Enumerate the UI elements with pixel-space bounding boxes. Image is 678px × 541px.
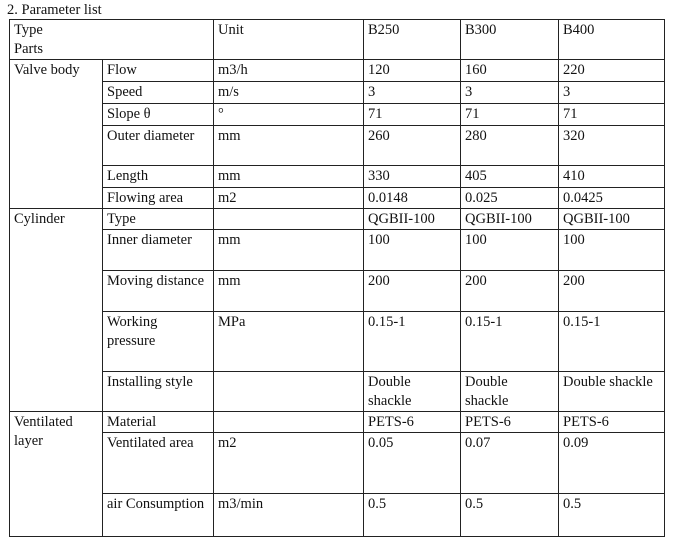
- value-cell-b300: 0.07: [461, 433, 559, 494]
- model-header-b400: B400: [559, 20, 665, 60]
- value-cell-b250: 71: [364, 104, 461, 126]
- value-cell-b400: 0.0425: [559, 188, 665, 209]
- value-cell-b250: Double shackle: [364, 372, 461, 412]
- unit-cell: m2: [214, 188, 364, 209]
- parameter-name-cell: Flowing area: [103, 188, 214, 209]
- section-title: 2. Parameter list: [7, 2, 102, 18]
- value-cell-b300: 280: [461, 126, 559, 166]
- parameter-name-cell: Inner diameter: [103, 230, 214, 271]
- value-cell-b300: QGBII-100: [461, 209, 559, 230]
- table-row: [10, 188, 665, 209]
- value-cell-b300: 160: [461, 60, 559, 82]
- value-cell-b400: PETS-6: [559, 412, 665, 433]
- value-cell-b250: 260: [364, 126, 461, 166]
- value-cell-b400: 0.09: [559, 433, 665, 494]
- value-cell-b300: PETS-6: [461, 412, 559, 433]
- unit-cell: MPa: [214, 312, 364, 372]
- value-cell-b250: 0.05: [364, 433, 461, 494]
- value-cell-b250: PETS-6: [364, 412, 461, 433]
- unit-cell: m2: [214, 433, 364, 494]
- unit-cell: mm: [214, 166, 364, 188]
- parameter-name-cell: air Consumption: [103, 494, 214, 537]
- value-cell-b400: 200: [559, 271, 665, 312]
- table-row: [10, 494, 665, 537]
- value-cell-b250: 120: [364, 60, 461, 82]
- value-cell-b250: 3: [364, 82, 461, 104]
- table-header-row: [10, 20, 665, 60]
- parameter-name-cell: Ventilated area: [103, 433, 214, 494]
- value-cell-b400: 320: [559, 126, 665, 166]
- table-row: [10, 271, 665, 312]
- unit-cell: [214, 209, 364, 230]
- table-row: [10, 230, 665, 271]
- parameter-name-cell: Working pressure: [103, 312, 214, 372]
- value-cell-b250: 0.0148: [364, 188, 461, 209]
- table-row: [10, 126, 665, 166]
- parameter-name-cell: Flow: [103, 60, 214, 82]
- value-cell-b400: 0.15-1: [559, 312, 665, 372]
- table-row: [10, 166, 665, 188]
- parts-header-label: Parts: [14, 41, 43, 57]
- value-cell-b300: 3: [461, 82, 559, 104]
- value-cell-b400: 100: [559, 230, 665, 271]
- unit-cell: m3/h: [214, 60, 364, 82]
- value-cell-b250: 100: [364, 230, 461, 271]
- value-cell-b250: 200: [364, 271, 461, 312]
- value-cell-b400: 410: [559, 166, 665, 188]
- table-row: [10, 372, 665, 412]
- value-cell-b300: 0.5: [461, 494, 559, 537]
- group-name-cell: Cylinder: [10, 209, 103, 412]
- value-cell-b250: 0.15-1: [364, 312, 461, 372]
- parameter-name-cell: Moving distance: [103, 271, 214, 312]
- value-cell-b250: 330: [364, 166, 461, 188]
- value-cell-b300: 0.025: [461, 188, 559, 209]
- value-cell-b300: 405: [461, 166, 559, 188]
- value-cell-b250: 0.5: [364, 494, 461, 537]
- parameter-name-cell: Outer diameter: [103, 126, 214, 166]
- table-row: [10, 104, 665, 126]
- parameter-name-cell: Length: [103, 166, 214, 188]
- unit-cell: °: [214, 104, 364, 126]
- unit-cell: mm: [214, 271, 364, 312]
- parameter-name-cell: Material: [103, 412, 214, 433]
- value-cell-b400: 0.5: [559, 494, 665, 537]
- type-header-label: Type: [14, 22, 43, 38]
- value-cell-b250: QGBII-100: [364, 209, 461, 230]
- unit-cell: [214, 412, 364, 433]
- value-cell-b300: 71: [461, 104, 559, 126]
- value-cell-b300: 0.15-1: [461, 312, 559, 372]
- parameter-name-cell: Speed: [103, 82, 214, 104]
- group-name-cell: Ventilated layer: [10, 412, 103, 537]
- table-row: [10, 312, 665, 372]
- value-cell-b400: QGBII-100: [559, 209, 665, 230]
- table-row: [10, 433, 665, 494]
- value-cell-b400: Double shackle: [559, 372, 665, 412]
- unit-cell: m/s: [214, 82, 364, 104]
- parameter-name-cell: Installing style: [103, 372, 214, 412]
- table-row: [10, 412, 665, 433]
- parameter-name-cell: Type: [103, 209, 214, 230]
- parameter-table-body: [10, 20, 665, 537]
- unit-cell: m3/min: [214, 494, 364, 537]
- unit-cell: mm: [214, 126, 364, 166]
- unit-header: Unit: [214, 20, 364, 60]
- value-cell-b400: 71: [559, 104, 665, 126]
- unit-cell: [214, 372, 364, 412]
- value-cell-b300: 100: [461, 230, 559, 271]
- value-cell-b300: 200: [461, 271, 559, 312]
- value-cell-b400: 220: [559, 60, 665, 82]
- group-name-cell: Valve body: [10, 60, 103, 209]
- unit-cell: mm: [214, 230, 364, 271]
- parameter-name-cell: Slope θ: [103, 104, 214, 126]
- model-header-b250: B250: [364, 20, 461, 60]
- value-cell-b300: Double shackle: [461, 372, 559, 412]
- type-parts-header: [10, 20, 214, 60]
- parameter-table: [9, 19, 665, 537]
- table-row: [10, 209, 665, 230]
- table-row: [10, 60, 665, 82]
- model-header-b300: B300: [461, 20, 559, 60]
- value-cell-b400: 3: [559, 82, 665, 104]
- table-row: [10, 82, 665, 104]
